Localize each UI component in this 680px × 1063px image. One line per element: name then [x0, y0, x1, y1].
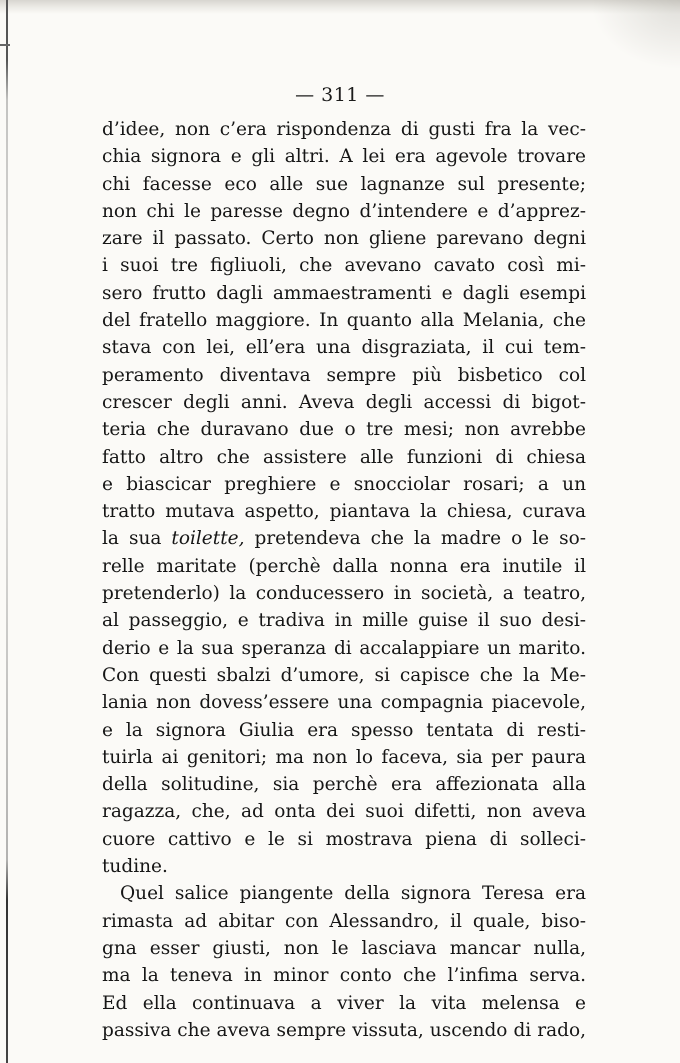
- page-binding-edge: [6, 0, 8, 1063]
- page-number: — 311 —: [295, 84, 385, 106]
- text-line: al passeggio, e tradiva in mille guise il suo desi-: [102, 610, 586, 632]
- text-line: crescer degli anni. Aveva degli accessi di bigot-: [102, 391, 586, 413]
- text-line: Con questi sbalzi d’umore, si capisce che la Me-: [102, 664, 586, 686]
- text-line: e la signora Giulia era spesso tentata di resti-: [102, 719, 586, 741]
- text-line: gna esser giusti, non le lasciava mancar nulla,: [102, 937, 586, 959]
- text-line: del fratello maggiore. In quanto alla Melania, che: [102, 310, 586, 332]
- page-corner-shadow: [590, 0, 680, 70]
- text-line: chia signora e gli altri. A lei era agevole trovare: [102, 146, 586, 168]
- text-line: e biascicar preghiere e snocciolar rosari; a un: [102, 473, 586, 495]
- text-line: stava con lei, ell’era una disgraziata, il cui tem-: [102, 337, 586, 359]
- italic-word: toilette,: [171, 528, 245, 550]
- text-line: relle maritate (perchè dalla nonna era inutile il: [102, 555, 586, 577]
- text-line: chi facesse eco alle sue lagnanze sul presente;: [102, 173, 586, 195]
- text-line: lania non dovess’essere una compagnia piacevole,: [102, 692, 586, 714]
- text-line: rimasta ad abitar con Alessandro, il quale, biso-: [102, 910, 586, 932]
- binding-mark: [0, 44, 10, 46]
- text-line: i suoi tre figliuoli, che avevano cavato così mi-: [102, 255, 586, 277]
- text-line: della solitudine, sia perchè era affezionata alla: [102, 774, 586, 796]
- text-line: tuirla ai genitori; ma non lo faceva, sia per paura: [102, 746, 586, 768]
- page-top-edge-shadow: [0, 0, 680, 14]
- text-segment: pretendeva che la madre o le so-: [244, 528, 586, 550]
- text-line: d’idee, non c’era rispondenza di gusti fra la vec-: [102, 119, 586, 140]
- text-line: ragazza, che, ad onta dei suoi difetti, non aveva: [102, 801, 586, 823]
- paragraph-end-line: tudine.: [102, 856, 168, 878]
- text-line: zare il passato. Certo non gliene parevano degni: [102, 228, 586, 250]
- text-line: cuore cattivo e le si mostrava piena di solleci-: [102, 828, 586, 850]
- text-line: peramento diventava sempre più bisbetico col: [102, 364, 586, 386]
- text-line: fatto altro che assistere alle funzioni di chiesa: [102, 446, 586, 468]
- text-line: derio e la sua speranza di accalappiare un marito.: [102, 637, 586, 659]
- text-line: sero frutto dagli ammaestramenti e dagli esempi: [102, 282, 586, 304]
- text-segment: la sua: [102, 528, 172, 550]
- text-line: Ed ella continuava a viver la vita melensa e: [102, 992, 586, 1014]
- text-line: tratto mutava aspetto, piantava la chiesa, curava: [102, 501, 586, 523]
- text-line: teria che duravano due o tre mesi; non avrebbe: [102, 419, 586, 441]
- text-line: ma la teneva in minor conto che l’infima serva.: [102, 965, 586, 987]
- paragraph-start-line: Quel salice piangente della signora Teresa era: [120, 883, 586, 905]
- text-line: passiva che aveva sempre vissuta, uscendo di rado,: [102, 1019, 586, 1041]
- text-line-toilette: [102, 525, 586, 552]
- text-line: non chi le paresse degno d’intendere e d’apprez-: [102, 200, 586, 222]
- text-line: pretenderlo) la conducessero in società, a teatro,: [102, 583, 586, 605]
- body-text: [102, 116, 586, 1044]
